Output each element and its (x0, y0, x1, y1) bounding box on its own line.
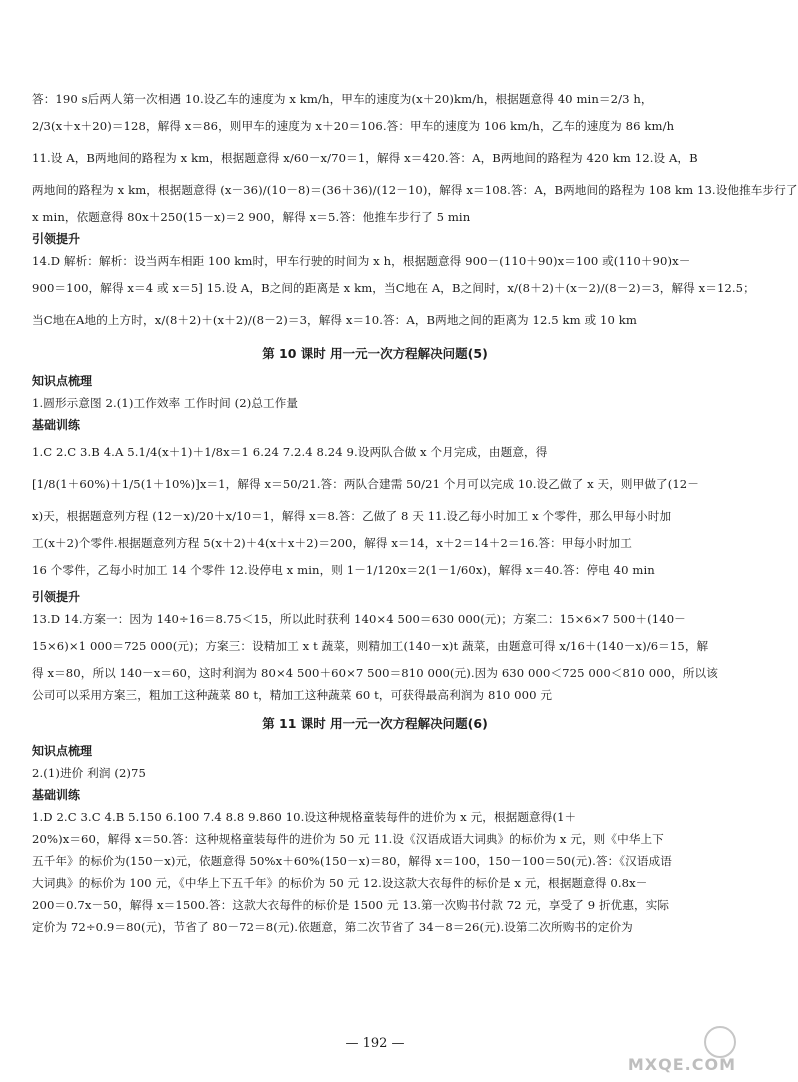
text-line: 13.D 14.方案一：因为 140÷16＝8.75＜15，所以此时获利 140×4 500＝630 000(元)；方案二：15×6×7 500＋(140－ (32, 612, 686, 626)
text-line: 定价为 72÷0.9＝80(元)，节省了 80－72＝8(元).依题意，第二次节省了 34－8＝26(元).设第二次所购书的定价为 (32, 920, 633, 934)
section-heading: 引领提升 (32, 590, 81, 604)
text-line: 工(x＋2)个零件.根据题意列方程 5(x＋2)＋4(x＋x＋2)＝200，解得 x＝14，x＋2＝14＋2＝16.答：甲每小时加工 (32, 536, 632, 550)
text-line: 15×6)×1 000＝725 000(元)；方案三：设精加工 x t 蔬菜，则精加工(140－x)t 蔬菜，由题意可得 x/16＋(140－x)/6＝15，解 (32, 639, 709, 653)
text-line: 两地间的路程为 x km，根据题意得 (x－36)/(10－8)＝(36＋36)/(12－10)，解得 x＝108.答：A，B两地间的路程为 108 km 13.设他推车步行了 (32, 183, 798, 197)
text-line: [1/8(1＋60%)＋1/5(1＋10%)]x＝1，解得 x＝50/21.答：两队合建需 50/21 个月可以完成 10.设乙做了 x 天，则甲做了(12－ (32, 477, 699, 491)
document-body (32, 88, 798, 938)
watermark-badge-icon (704, 1026, 736, 1058)
watermark-logo (624, 1026, 736, 1074)
lesson-title: 第 11 课时 用一元一次方程解决问题(6) (262, 716, 488, 731)
text-line: 16 个零件，乙每小时加工 14 个零件 12.设停电 x min，则 1－1/120x＝2(1－1/60x)，解得 x＝40.答：停电 40 min (32, 563, 655, 577)
text-line: 900＝100，解得 x＝4 或 x＝5] 15.设 A，B之间的距离是 x km，当C地在 A，B之间时，x/(8＋2)＋(x－2)/(8－2)＝3，解得 x＝12.5； (32, 281, 755, 295)
text-line: 200＝0.7x－50，解得 x＝1500.答：这款大衣每件的标价是 1500 元 13.第一次购书付款 72 元，享受了 9 折优惠，实际 (32, 898, 670, 912)
text-line: 五千年》的标价为(150－x)元，依题意得 50%x＋60%(150－x)＝80，解得 x＝100，150－100＝50(元).答：《汉语成语 (32, 854, 672, 868)
text-line: 得 x＝80，所以 140－x＝60，这时利润为 80×4 500＋60×7 500＝810 000(元).因为 630 000＜725 000＜810 000，所以该 (32, 666, 718, 680)
text-line: x min，依题意得 80x＋250(15－x)＝2 900，解得 x＝5.答：他推车步行了 5 min (32, 210, 471, 224)
text-line: 1.圆形示意图 2.(1)工作效率 工作时间 (2)总工作量 (32, 396, 299, 410)
text-line: 1.D 2.C 3.C 4.B 5.150 6.100 7.4 8.8 9.860 10.设这种规格童装每件的进价为 x 元，根据题意得(1＋ (32, 810, 577, 824)
page-number: — 192 — (345, 1036, 405, 1051)
lesson-title: 第 10 课时 用一元一次方程解决问题(5) (262, 346, 488, 361)
watermark-domain: MXQE.COM (627, 1055, 736, 1074)
text-line: 14.D 解析：解析：设当两车相距 100 km时，甲车行驶的时间为 x h，根据题意得 900－(110＋90)x＝100 或(110＋90)x－ (32, 254, 691, 268)
text-line: 1.C 2.C 3.B 4.A 5.1/4(x＋1)＋1/8x＝1 6.24 7.2.4 8.24 9.设两队合做 x 个月完成，由题意，得 (32, 445, 548, 459)
text-line: 当C地在A地的上方时，x/(8＋2)＋(x＋2)/(8－2)＝3，解得 x＝10.答：A，B两地之间的距离为 12.5 km 或 10 km (32, 313, 637, 327)
text-line: 2/3(x＋x＋20)＝128，解得 x＝86，则甲车的速度为 x＋20＝106.答：甲车的速度为 106 km/h，乙车的速度为 86 km/h (32, 119, 675, 133)
text-line: 20%)x＝60，解得 x＝50.答：这种规格童装每件的进价为 50 元 11.设《汉语成语大词典》的标价为 x 元，则《中华上下 (32, 832, 664, 846)
section-heading: 引领提升 (32, 232, 81, 246)
section-heading: 知识点梳理 (32, 374, 93, 388)
text-line: 11.设 A，B两地间的路程为 x km，根据题意得 x/60－x/70＝1，解得 x＝420.答：A，B两地间的路程为 420 km 12.设 A，B (32, 151, 698, 165)
text-line: x)天，根据题意列方程 (12－x)/20＋x/10＝1，解得 x＝8.答：乙做了 8 天 11.设乙每小时加工 x 个零件，那么甲每小时加 (32, 509, 672, 523)
section-heading: 基础训练 (32, 418, 81, 432)
section-heading: 知识点梳理 (32, 744, 93, 758)
text-line: 公司可以采用方案三，粗加工这种蔬菜 80 t，精加工这种蔬菜 60 t，可获得最高利润为 810 000 元 (32, 688, 553, 702)
text-line: 答：190 s后两人第一次相遇 10.设乙车的速度为 x km/h，甲车的速度为(x＋20)km/h，根据题意得 40 min＝2/3 h， (32, 92, 653, 106)
section-heading: 基础训练 (32, 788, 81, 802)
text-line: 2.(1)进价 利润 (2)75 (32, 766, 147, 780)
text-line: 大词典》的标价为 100 元，《中华上下五千年》的标价为 50 元 12.设这款大衣每件的标价是 x 元，根据题意得 0.8x－ (32, 876, 648, 890)
